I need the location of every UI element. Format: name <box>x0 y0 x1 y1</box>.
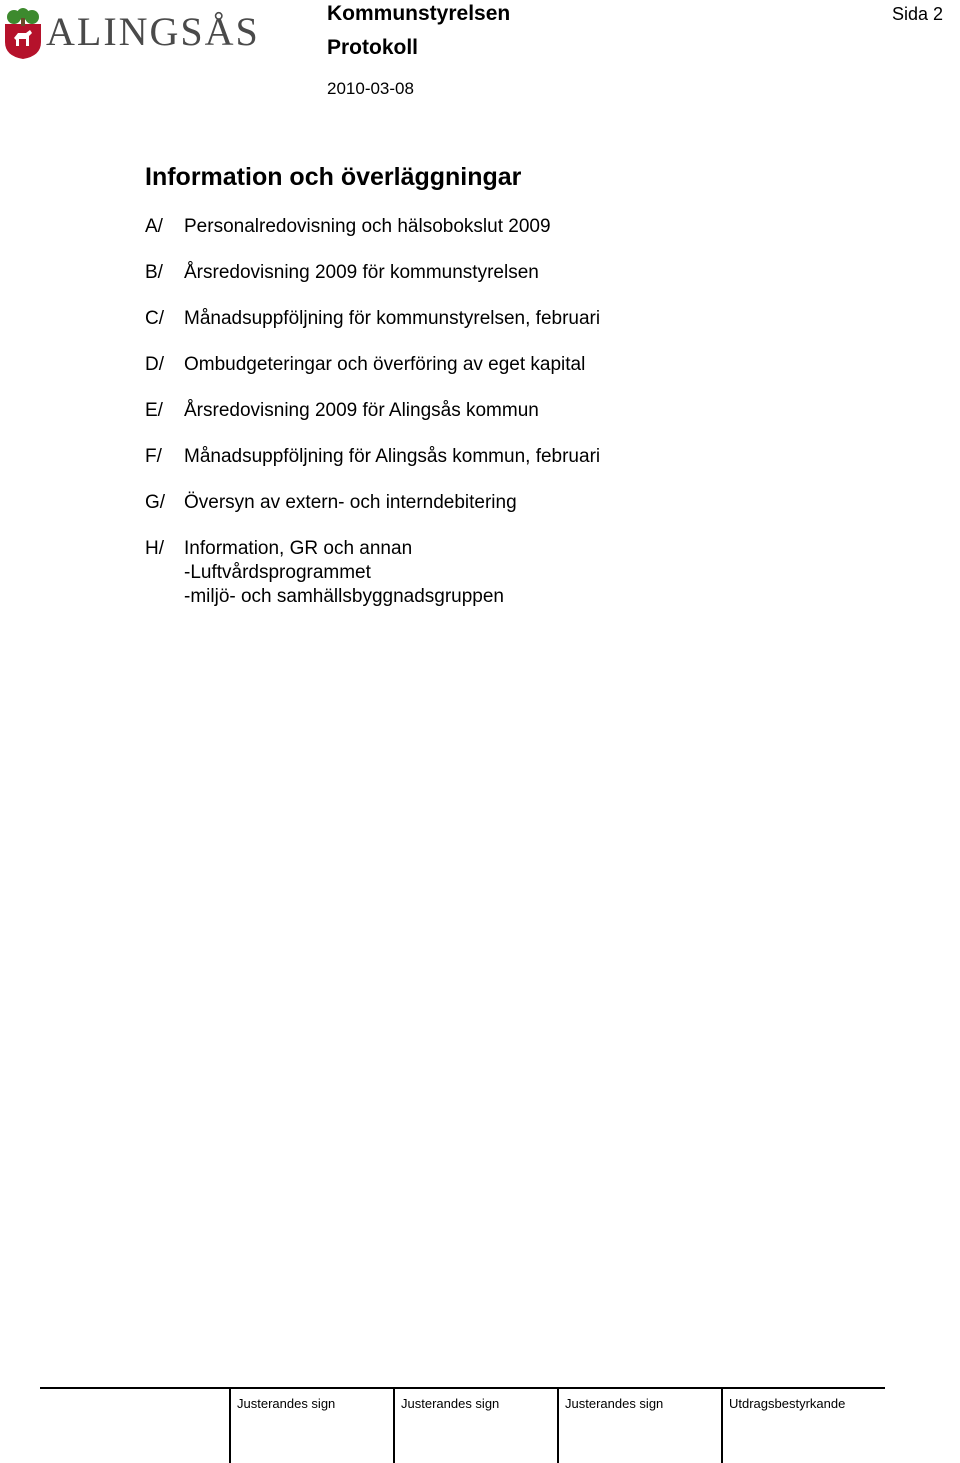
agenda-item-text: Ombudgeteringar och överföring av eget kapital <box>184 354 586 375</box>
agenda-list <box>145 215 925 631</box>
agenda-item-text-group <box>184 537 925 609</box>
signature-footer <box>40 1387 885 1463</box>
extract-certification-box <box>721 1389 887 1463</box>
agenda-item-code: E/ <box>145 400 163 421</box>
signature-box <box>229 1389 393 1463</box>
agenda-item-code: B/ <box>145 262 163 283</box>
alingsas-logo <box>0 6 260 62</box>
agenda-item <box>145 307 925 331</box>
agenda-item-code: C/ <box>145 308 164 329</box>
document-type: Protokoll <box>327 36 419 59</box>
signature-box <box>393 1389 557 1463</box>
agenda-item <box>145 537 925 609</box>
agenda-item <box>145 399 925 423</box>
agenda-item-text: Översyn av extern- och interndebitering <box>184 492 517 513</box>
agenda-item <box>145 353 925 377</box>
signature-label: Justerandes sign <box>401 1396 500 1411</box>
agenda-item <box>145 445 925 469</box>
agenda-item-text: Information, GR och annan <box>184 538 413 559</box>
agenda-subitem: -miljö- och samhällsbyggnadsgruppen <box>184 586 505 607</box>
signature-box <box>557 1389 721 1463</box>
agenda-item-code: G/ <box>145 492 166 513</box>
agenda-item <box>145 491 925 515</box>
agenda-item-text: Personalredovisning och hälsobokslut 2009 <box>184 216 551 237</box>
coat-of-arms-icon <box>2 8 44 60</box>
logo-wordmark: ALINGSÅS <box>46 9 260 54</box>
agenda-item-text: Årsredovisning 2009 för Alingsås kommun <box>184 400 539 421</box>
meeting-date: 2010-03-08 <box>327 79 414 98</box>
agenda-item-code: A/ <box>145 216 163 237</box>
agenda-item <box>145 215 925 239</box>
page-number: Sida 2 <box>891 4 943 24</box>
agenda-item-code: H/ <box>145 538 164 559</box>
agenda-item-text: Månadsuppföljning för kommunstyrelsen, februari <box>184 308 601 329</box>
signature-label: Utdragsbestyrkande <box>729 1396 846 1411</box>
section-title: Information och överläggningar <box>145 163 522 191</box>
agenda-item <box>145 261 925 285</box>
organization-name: Kommunstyrelsen <box>327 2 511 25</box>
signature-label: Justerandes sign <box>565 1396 664 1411</box>
agenda-item-code: D/ <box>145 354 164 375</box>
agenda-item-text: Månadsuppföljning för Alingsås kommun, februari <box>184 446 601 467</box>
signature-label: Justerandes sign <box>237 1396 336 1411</box>
agenda-item-code: F/ <box>145 446 162 467</box>
agenda-item-text: Årsredovisning 2009 för kommunstyrelsen <box>184 262 539 283</box>
agenda-subitem: -Luftvårdsprogrammet <box>184 562 371 583</box>
